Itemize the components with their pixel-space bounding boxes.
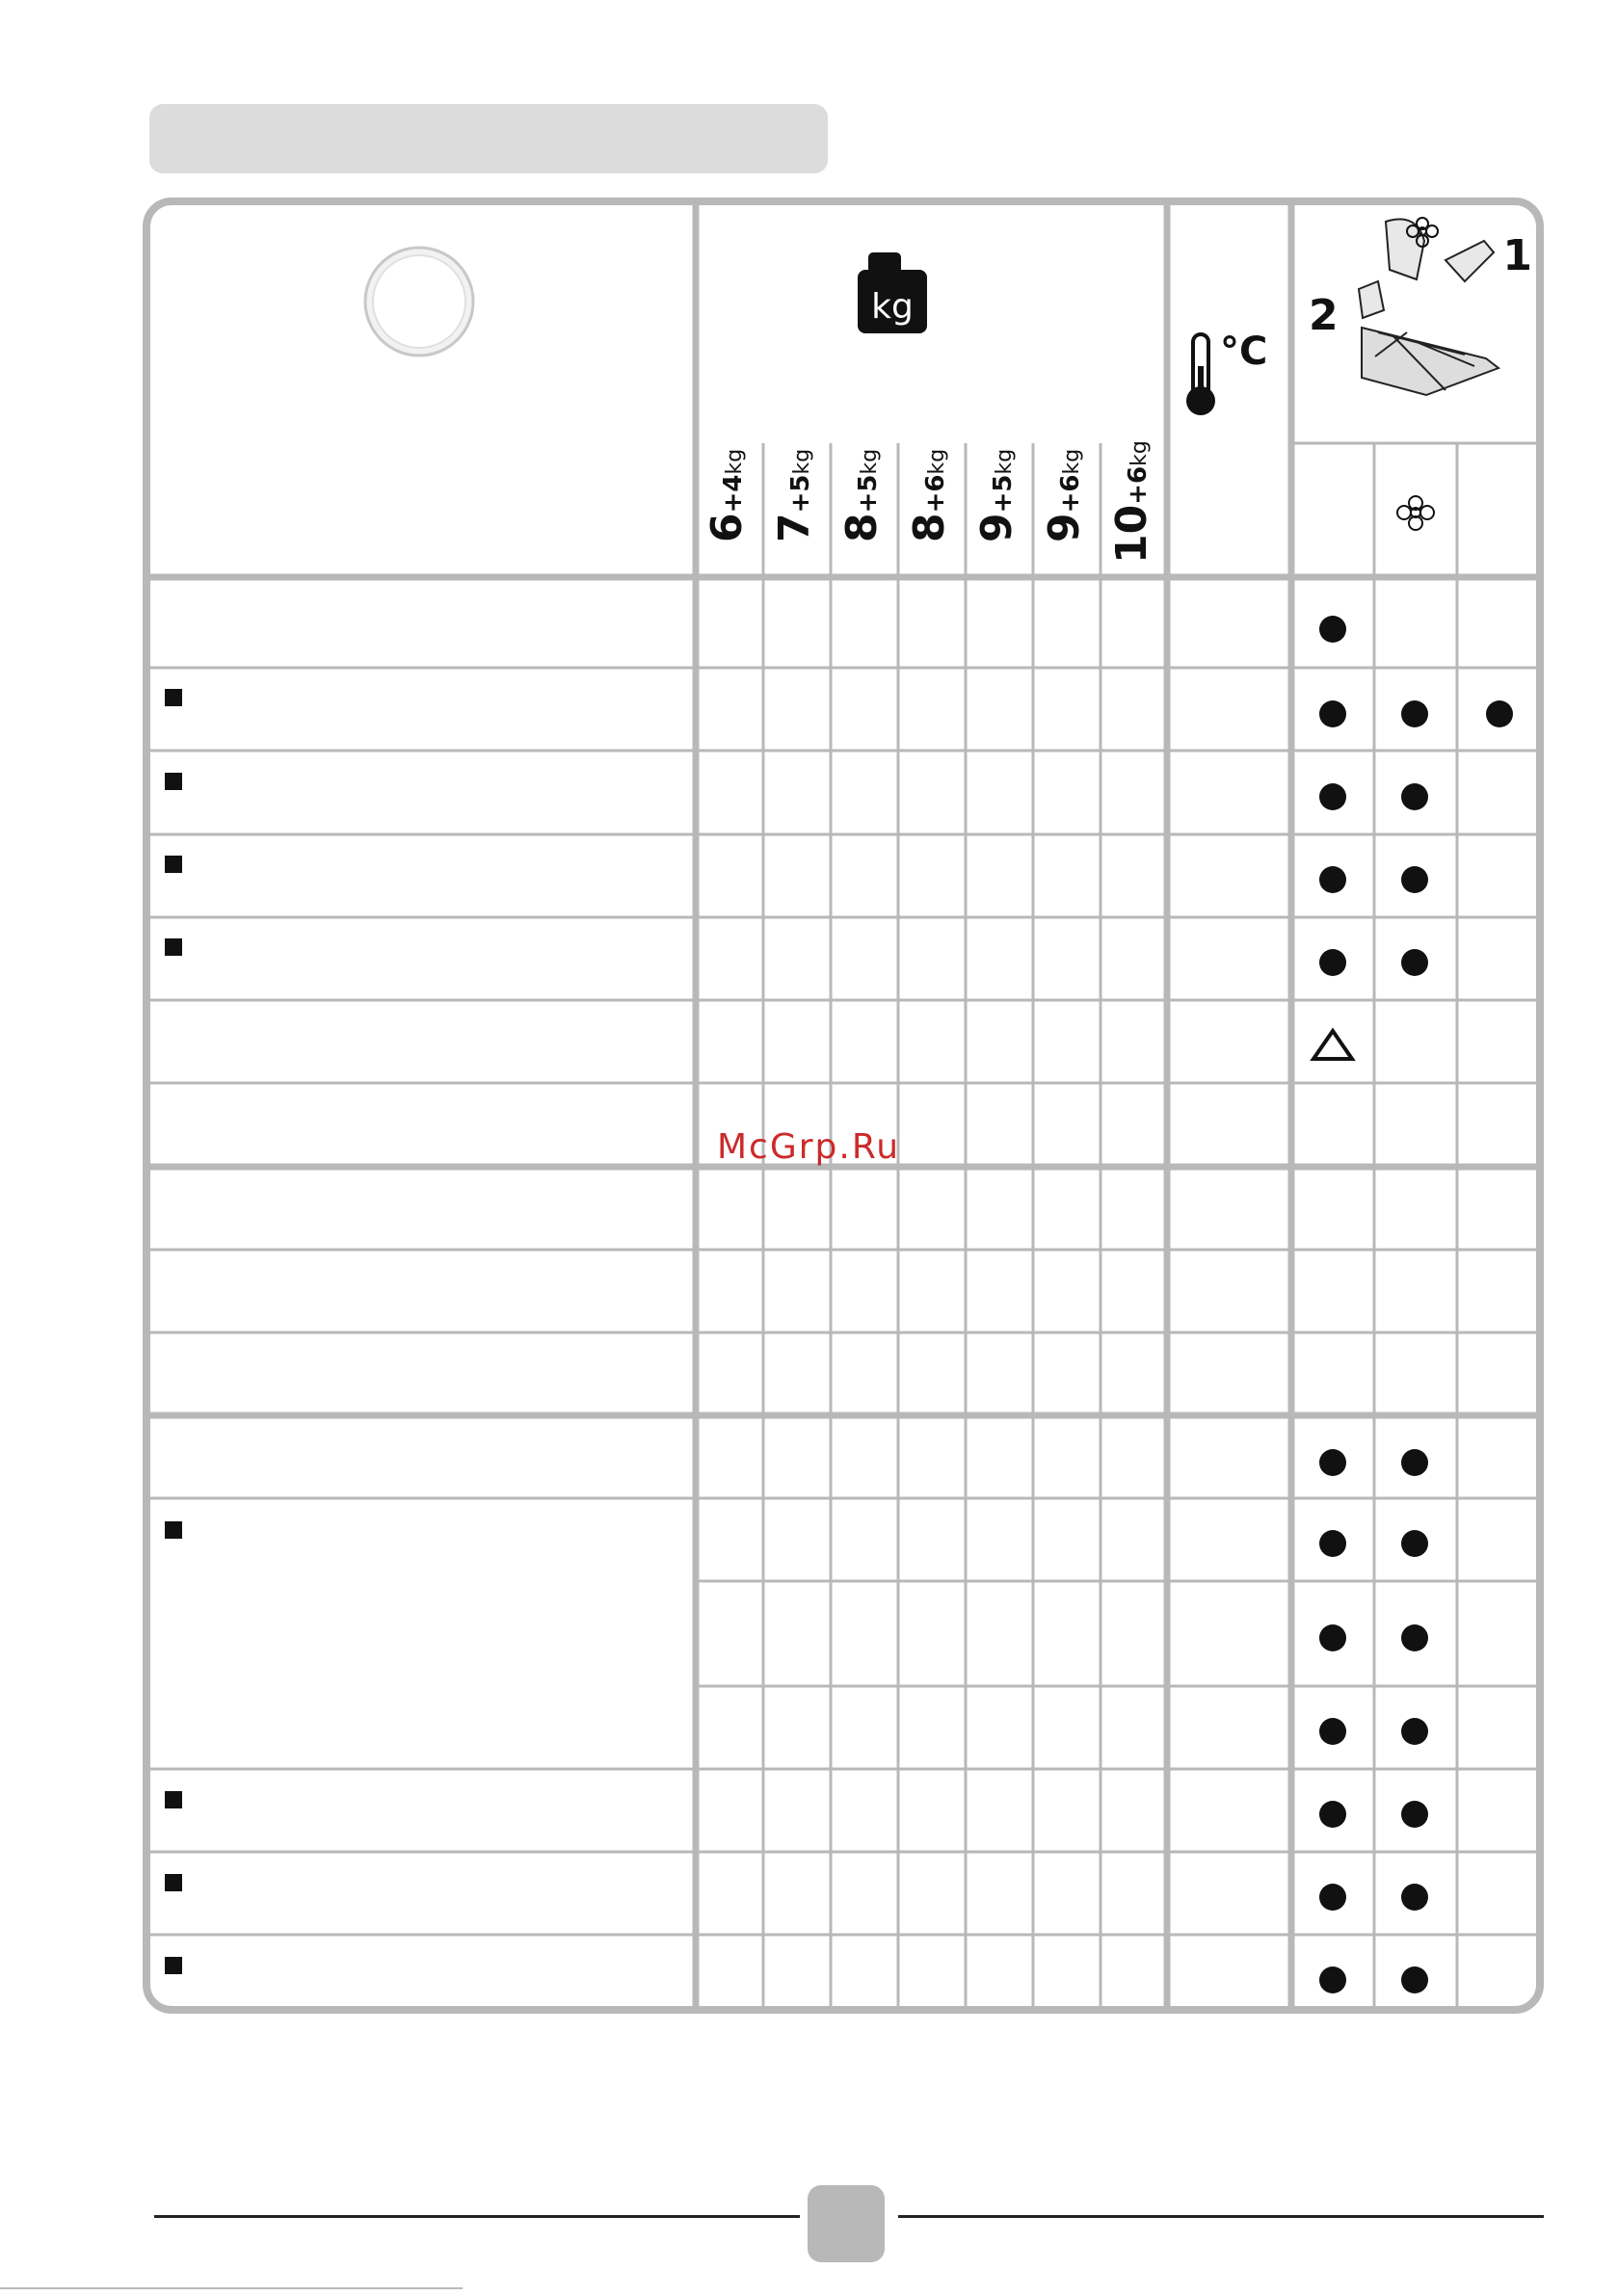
capacity-main: 6 <box>703 513 752 542</box>
capacity-main: 7 <box>770 513 819 542</box>
program-knob-icon <box>365 248 473 356</box>
compartment-2-dot <box>1319 866 1346 893</box>
compartment-2-dot <box>1319 1884 1346 1911</box>
weight-kg-icon <box>858 252 927 333</box>
row-bullet <box>165 1957 182 1974</box>
compartment-2-dot <box>1319 949 1346 976</box>
capacity-unit: kg <box>858 448 882 475</box>
capacity-unit: kg <box>993 448 1017 475</box>
detergent-drawer-icon <box>1359 220 1499 396</box>
compartment-2-dot <box>1319 700 1346 727</box>
softener-dot <box>1401 949 1428 976</box>
capacity-plus: +6 <box>1124 465 1153 505</box>
optional-triangle-icon <box>1309 1026 1357 1065</box>
compartment-2-dot <box>1319 783 1346 810</box>
capacity-main: 8 <box>837 513 887 542</box>
capacity-unit: kg <box>723 448 747 475</box>
row-bullet <box>165 1874 182 1891</box>
softener-dot <box>1401 783 1428 810</box>
softener-dot <box>1401 700 1428 727</box>
row-bullet <box>165 689 182 706</box>
capacity-label <box>1040 449 1089 542</box>
capacity-unit: kg <box>790 448 814 475</box>
capacity-label <box>703 449 752 542</box>
capacity-main: 8 <box>905 513 954 542</box>
compartment-2-dot <box>1319 1801 1346 1828</box>
svg-text:°C: °C <box>1220 330 1268 374</box>
compartment-2-dot <box>1319 1624 1346 1651</box>
capacity-label <box>1107 440 1156 564</box>
svg-text:1: 1 <box>1502 231 1532 280</box>
compartment-2-dot <box>1319 1449 1346 1476</box>
row-bullet <box>165 1521 182 1539</box>
capacity-plus: +5 <box>854 474 883 514</box>
row-bullet <box>165 938 182 956</box>
compartment-2-dot <box>1319 1966 1346 1993</box>
capacity-label <box>972 449 1021 542</box>
softener-dot <box>1401 1449 1428 1476</box>
compartment-1-dot <box>1486 700 1513 727</box>
capacity-main: 10 <box>1107 504 1156 564</box>
softener-dot <box>1401 1801 1428 1828</box>
capacity-label <box>837 449 887 542</box>
row-bullet <box>165 1791 182 1808</box>
bottom-edge-line <box>0 2287 463 2289</box>
footer-rule-left <box>154 2215 800 2218</box>
capacity-unit: kg <box>925 448 949 475</box>
capacity-plus: +5 <box>786 474 815 514</box>
compartment-2-dot <box>1319 1530 1346 1557</box>
capacity-unit: kg <box>1127 440 1152 466</box>
svg-text:2: 2 <box>1309 291 1339 340</box>
capacity-main: 9 <box>972 513 1021 542</box>
softener-dot <box>1401 1718 1428 1745</box>
watermark: McGrp.Ru <box>717 1127 901 1167</box>
softener-column-flower-icon <box>1397 496 1434 530</box>
row-bullet <box>165 773 182 790</box>
capacity-label <box>770 449 819 542</box>
softener-dot <box>1401 1530 1428 1557</box>
capacity-label <box>905 449 954 542</box>
softener-dot <box>1401 1966 1428 1993</box>
compartment-2-dot <box>1319 1718 1346 1745</box>
capacity-main: 9 <box>1040 513 1089 542</box>
capacity-plus: +4 <box>719 474 748 514</box>
thermometer-icon <box>1186 334 1215 415</box>
svg-text:kg: kg <box>871 287 914 327</box>
row-bullet <box>165 856 182 873</box>
softener-dot <box>1401 866 1428 893</box>
capacity-plus: +5 <box>989 474 1018 514</box>
capacity-plus: +6 <box>1056 474 1085 514</box>
capacity-unit: kg <box>1060 448 1084 475</box>
compartment-2-dot <box>1319 616 1346 643</box>
footer-rule-right <box>898 2215 1544 2218</box>
softener-dot <box>1401 1884 1428 1911</box>
softener-dot <box>1401 1624 1428 1651</box>
page-number-box <box>808 2185 885 2262</box>
capacity-plus: +6 <box>921 474 950 514</box>
